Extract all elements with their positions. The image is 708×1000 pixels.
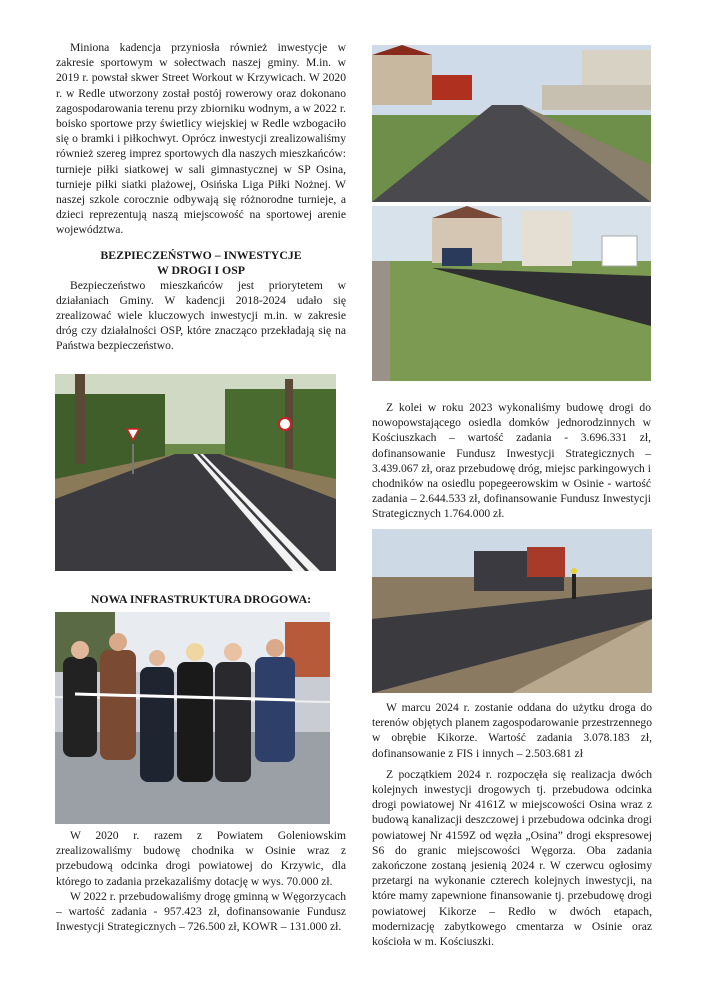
- photo-new-road-village: [372, 45, 651, 202]
- photo-road-paving-machine: [372, 206, 651, 381]
- paragraph-road-kikorze: W marcu 2024 r. zostanie oddana do użytku droga do terenów objętych planem zagospodarowanie przestrzennego w obrębie Kikorze. Wartość zadania 3.078.183 zł, dofinansowanie z FIS i innych – 2.503.681 zł: [372, 701, 652, 760]
- paragraph-2024-investments: Z początkiem 2024 r. rozpoczęła się realizacja dwóch kolejnych inwestycji drogowych tj. przebudowa odcinka drogi powiatowej Nr 4161Z w miejscowości Osina wraz z budową kanalizacji deszczowej i przebudowa odcinka drogi powiatowej Nr 4159Z od węzła „Osina” drogi ekspresowej S6 do granic miejscowości Węgorza. Oba zadania zakończone zostaną jesienią 2024 r. W czerwcu ogłosimy przetargi na wykonanie czterech kolejnych inwestycji, na które mamy zapewnione finansowanie tj. przebudowę drogi powiatowej Kikorze – Redło w dwóch etapach, modernizację zabytkowego cmentarza w Osinie oraz kościoła w m. Kościuszki.: [372, 767, 652, 949]
- photo-forest-road: [55, 374, 336, 571]
- paragraph-sports-investments: Miniona kadencja przyniosła również inwestycje w zakresie sportowym w sołectwach naszej gminy. M.in. w 2019 r. powstał skwer Street Workout w Krzywicach. W 2020 r. w Redle utworzony został postój rowerowy oraz dokonano zagospodarowania terenu przy zbiorniku wodnym, a w 2022 r. boisko sportowe przy świetlicy wiejskiej w Redle wzbogaciło się o bramki i piłkochwyt. Oprócz inwestycji zrealizowaliśmy również szereg imprez sportowych dla naszych mieszkańców: turnieje piłki siatkowej w sali gimnastycznej w SP Osina, turnieje piłki siatki plażowej, Osińska Liga Piłki Nożnej. W naszej szkole corocznie odbywają się różnorodne turnieje, a dzieci reprezentują naszą miejscowość na sportowej arenie województwa.: [56, 41, 346, 237]
- right-column-top: [372, 400, 651, 522]
- section-heading-safety-sub: W DROGI I OSP: [157, 262, 245, 277]
- photo-asphalt-paver: [372, 529, 652, 693]
- section-heading-road-infrastructure: NOWA INFRASTRUKTURA DROGOWA:: [90, 592, 312, 606]
- photo-ribbon-cutting: [55, 612, 330, 824]
- left-column-bottom: [56, 828, 346, 934]
- left-heading-road-infra: [56, 592, 346, 607]
- paragraph-safety: Bezpieczeństwo mieszkańców jest priorytetem w działaniach Gminy. W kadencji 2018-2024 udało się zrealizować wiele kluczowych inwestycji m.in. w zakresie dróg czy działalności OSP, które znacząco przekładają się na Państwa bezpieczeństwo.: [56, 278, 346, 353]
- right-column-bottom: [372, 700, 652, 949]
- section-heading-safety: BEZPIECZEŃSTWO – INWESTYCJE: [100, 247, 302, 262]
- paragraph-road-koscius: Z kolei w roku 2023 wykonaliśmy budowę drogi do nowopowstającego osiedla domków jednorodzinnych w Kościuszkach – wartość zadania - 3.696.331 zł, dofinansowanie Fundusz Inwestycji Strategicznych – 3.439.067 zł, oraz przebudowę dróg, miejsc parkingowych i chodników na osiedlu popegeerowskim w Osinie - wartość zadania – 2.644.533 zł, dofinansowanie Fundusz Inwestycji Strategicznych 1.764.000 zł.: [372, 401, 651, 521]
- paragraph-road-wegorzyce: W 2022 r. przebudowaliśmy drogę gminną w Węgorzycach – wartość zadania - 957.423 zł, dofinansowanie Fundusz Inwestycji Strategicznych – 726.500 zł, KOWR – 131.000 zł.: [56, 889, 346, 934]
- left-column-top: [56, 40, 346, 354]
- paragraph-sidewalk-osina: W 2020 r. razem z Powiatem Goleniowskim zrealizowaliśmy budowę chodnika w Osinie wraz z przebudową odcinka drogi powiatowej do Krzywic, dla którego to zadania przekazaliśmy dotację w wys. 70.000 zł.: [56, 829, 346, 888]
